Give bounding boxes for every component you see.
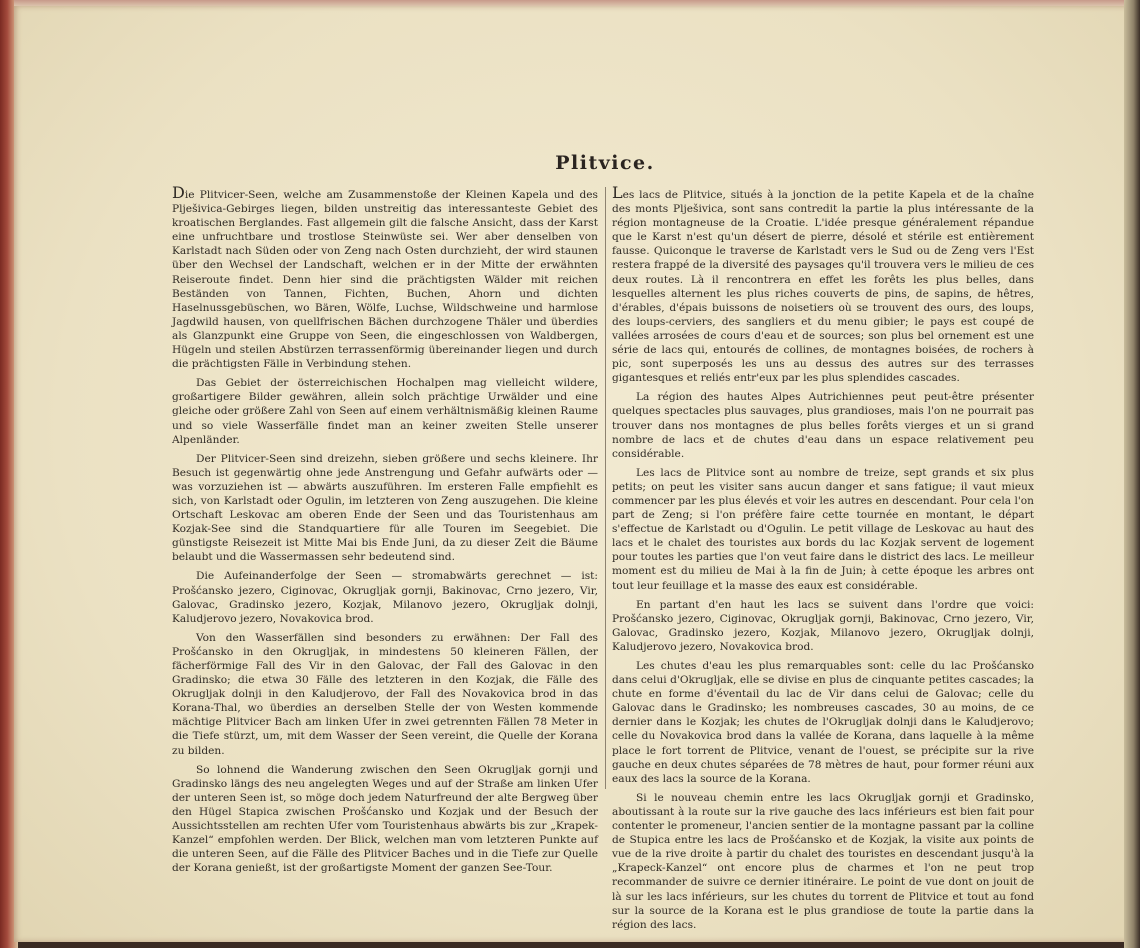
german-paragraph-6: So lohnend die Wanderung zwischen den Seen Okrugljak gornji und Gradinsko längs des neu angelegten Weges und auf der Straße am linken Ufer der unteren Seen ist, so möge doch jedem Naturfreund der alte Bergweg über den Hügel Stapica zwischen Prošćansko und Kozjak und der Besuch der Aussichtsstellen am rechten Ufer vom Touristenhaus abwärts bis zur „Krapek-Kanzel“ empfohlen werden. Der Blick, welchen man vom letzteren Punkte auf die unteren Seen, auf die Fälle des Plitvicer Baches und in die Tiefe zur Quelle der Korana genießt, ist der großartigste Moment der ganzen See-Tour. (172, 763, 598, 875)
french-paragraph-1-text: es lacs de Plitvice, situés à la jonction de la petite Kapela et de la chaîne des monts Plješivica, sont sans contredit la partie la plus intéressante de la région montagneuse de la Croatie. L'idée presque généralement répandue que le Karst n'est qu'un désert de pierre, désolé et stérile est entièrement fausse. Quiconque le traverse de Karlstadt vers le Sud ou de Zeng vers l'Est restera frappé de la diversité des paysages qu'il trouvera vers le milieu de ces deux routes. Là il rencontrera en effet les forêts les plus belles, dans lesquelles alternent les plus riches couverts de pins, de sapins, de hêtres, d'érables, d'épais buissons de noisetiers où se trouvent des ours, des loups, des loups-cerviers, des sangliers et du menu gibier; le pays est coupé de vallées arrosées de cours d'eau et de sources; son plus bel ornement est une série de lacs qui, entourés de collines, de montagnes boisées, de rochers à pic, sont superposés les uns au dessus des autres sur des terrasses gigantesques et reliés entr'eux par les plus splendides cascades. (612, 189, 1034, 385)
french-initial-letter: L (612, 183, 623, 202)
german-paragraph-4: Die Aufeinanderfolge der Seen — stromabwärts gerechnet — ist: Prošćansko jezero, Ciginovac, Okrugljak gornji, Bakinovac, Crno jezero, Vir, Galovac, Gradinsko jezero, Kozjak, Milanovo jezero, Okrugljak dolnji, Kaludjerovo jezero, Novakovica brod. (172, 570, 598, 625)
french-paragraph-4: En partant d'en haut les lacs se suivent dans l'ordre que voici: Prošćansko jezero, Ciginovac, Okrugljak gornji, Bakinovac, Crno jezero, Vir, Galovac, Gradinsko jezero, Kozjak, Milanovo jezero, Okrugljak dolnji, Kaludjerovo jezero, Novakovica brod. (612, 598, 1034, 653)
german-paragraph-3: Der Plitvicer-Seen sind dreizehn, sieben größere und sechs kleinere. Ihr Besuch ist gegenwärtig ohne jede Anstrengung und Gefahr aufwärts oder — was vorzuziehen ist — abwärts auszuführen. Im ersteren Falle empfiehlt es sich, von Karlstadt oder Ogulin, im letzteren von Zeng auszugehen. Die kleine Ortschaft Leskovac am oberen Ende der Seen und das Touristenhaus am Kozjak-See sind die Standquartiere für alle Touren im Seegebiet. Die günstigste Reisezeit ist Mitte Mai bis Ende Juni, da zu dieser Zeit die Bäume belaubt und die Wassermassen sehr bedeutend sind. (172, 452, 598, 564)
german-paragraph-1 (172, 183, 598, 371)
french-paragraph-2: La région des hautes Alpes Autrichiennes peut peut-être présenter quelques spectacles plus sauvages, plus grandioses, mais l'on ne pourrait pas trouver dans nos montagnes de plus belles forêts vierges et un si grand nombre de lacs et de chutes d'eau dans un espace relativement peu considérable. (612, 391, 1034, 460)
german-column (172, 183, 598, 880)
french-paragraph-6: Si le nouveau chemin entre les lacs Okrugljak gornji et Gradinsko, aboutissant à la route sur la rive gauche des lacs inférieurs est bien fait pour contenter le promeneur, l'ancien sentier de la montagne passant par la colline de Stupica entre les lacs de Prošćansko et de Kozjak, la visite aux points de vue de la rive droite à partir du chalet des touristes en descendant jusqu'à la „Krapeck-Kanzel“ ont encore plus de charmes et l'on ne peut trop recommander de suivre ce dernier itinéraire. Le point de vue dont on jouit de là sur les lacs inférieurs, sur les chutes du torrent de Plitvice et tout au fond sur la source de la Korana est le plus grandiose de toute la partie dans la région des lacs. (612, 791, 1034, 931)
french-column (612, 183, 1034, 937)
french-paragraph-5: Les chutes d'eau les plus remarquables sont: celle du lac Prošćansko dans celui d'Okrugljak, elle se divise en plus de cinquante petites cascades; la chute en forme d'éventail du lac de Vir dans celui de Galovac; celle du Galovac dans le Gradinsko; les nombreuses cascades, 30 au moins, de ce dernier dans le Kozjak; les chutes de l'Okrugljak dolnji dans le Kaludjerovo; celle du Novakovica brod dans la vallée de Korana, dans laquelle à la même place le fort torrent de Plitvice, venant de l'ouest, se précipite sur la rive gauche en deux chutes séparées de 78 mètres de haut, pour former réuni aux eaux des lacs la source de la Korana. (612, 660, 1034, 785)
german-paragraph-1-text: ie Plitvicer-Seen, welche am Zusammenstoße der Kleinen Kapela und des Plješivica-Gebirges liegen, bilden unstreitig das interessanteste Gebiet des kroatischen Berglandes. Fast allgemein gilt die falsche Ansicht, dass der Karst eine unfruchtbare und trostlose Steinwüste sei. Wer aber denselben von Karlstadt nach Süden oder von Zeng nach Osten durchzieht, der wird staunen über den Wechsel der Landschaft, welchen er in der Mitte der erwähnten Reiseroute findet. Denn hier sind die prächtigsten Wälder mit reichen Beständen von Tannen, Fichten, Buchen, Ahorn und dichten Haselnussgebüschen, wo Bären, Wölfe, Luchse, Wildschweine und harmlose Jagdwild hausen, von quellfrischen Bächen durchzogene Thäler und überdies als Glanzpunkt eine Gruppe von Seen, die eingeschlossen von Waldbergen, Hügeln und steilen Abstürzen terrassenförmig übereinander liegen und durch die prächtigsten Fälle in Verbindung stehen. (172, 189, 598, 371)
page-title: Plitvice. (555, 152, 655, 174)
french-paragraph-3: Les lacs de Plitvice sont au nombre de treize, sept grands et six plus petits; on peut les visiter sans aucun danger et sans fatigue; il vaut mieux commencer par les plus élevés et voir les autres en descendant. Pour cela l'on part de Zeng; si l'on préfère faire cette tournée en montant, le départ s'effectue de Karlstadt ou d'Ogulin. Le petit village de Leskovac au haut des lacs et le chalet des touristes aux bords du lac Kozjak servent de logement pour toutes les parties que l'on veut faire dans le district des lacs. Le meilleur moment est du milieu de Mai à la fin de Juin; à cette époque les arbres ont tout leur feuillage et la masse des eaux est considérable. (612, 466, 1034, 592)
french-paragraph-1 (612, 183, 1034, 385)
page-right-edge (1124, 0, 1140, 948)
column-divider (605, 187, 606, 789)
german-initial-letter: D (172, 183, 185, 202)
german-paragraph-2: Das Gebiet der österreichischen Hochalpen mag vielleicht wildere, großartigere Bilder gewähren, allein solch prächtige Urwälder und eine gleiche oder größere Zahl von Seen auf einem verhältnismäßig kleinen Raume und so viele Wasserfälle findet man an keiner zweiten Stelle unserer Alpenländer. (172, 377, 598, 446)
german-paragraph-5: Von den Wasserfällen sind besonders zu erwähnen: Der Fall des Prošćansko in den Okrugljak, in mindestens 50 kleineren Fällen, der fächerförmige Fall des Vir in den Galovac, der Fall des Galovac in den Gradinsko; die etwa 30 Fälle des letzteren in den Kozjak, die Fälle des Okrugljak dolnji in den Kaludjerovo, der Fall des Novakovica brod in das Korana-Thal, wo überdies an derselben Stelle der von Westen kommende mächtige Plitvicer Bach am linken Ufer in zwei getrennten Fällen 78 Meter in die Tiefe stürzt, um, mit dem Wasser der Seen vereint, die Quelle der Korana zu bilden. (172, 631, 598, 757)
